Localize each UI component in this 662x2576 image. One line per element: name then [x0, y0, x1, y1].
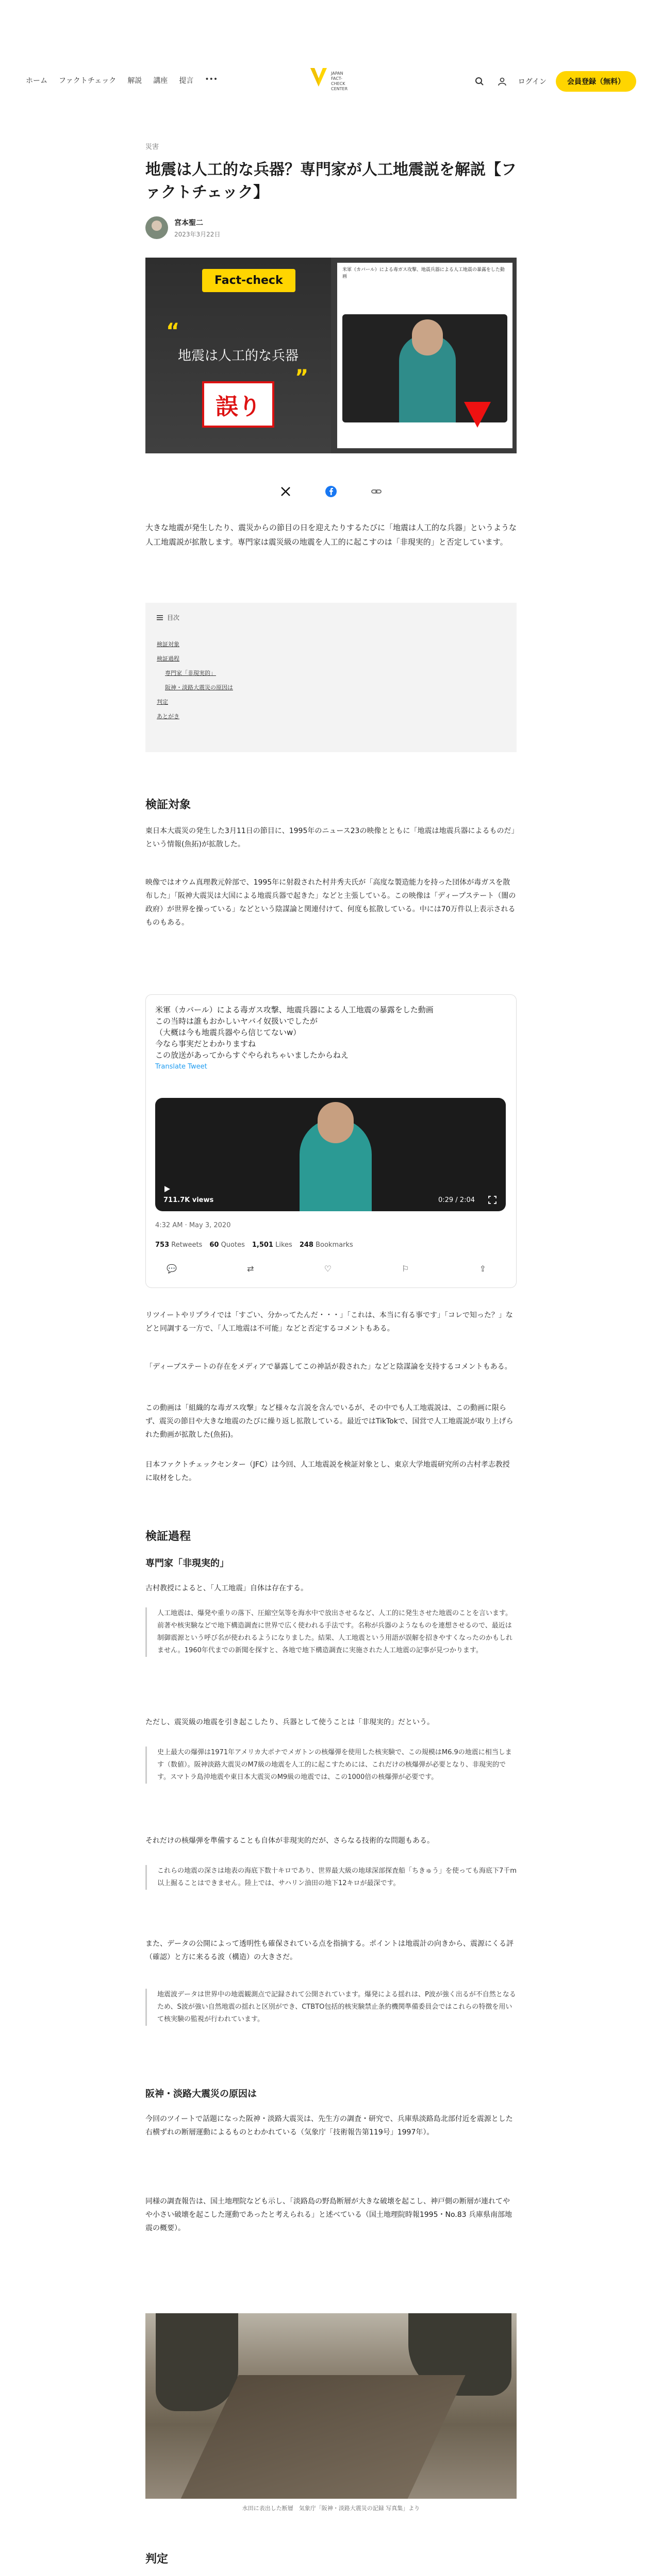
signup-button[interactable]: 会員登録（無料） [556, 71, 636, 92]
hero-claim: 地震は人工的な兵器 [177, 348, 299, 364]
paragraph: 「ディープステートの存在をメディアで暴露してこの神話が殺された」などと陰謀論を支持するコメントもある。 [145, 1363, 512, 1371]
toc-item[interactable] [157, 652, 505, 666]
factcheck-badge: Fact-check [202, 269, 295, 292]
tweet-stats [155, 1241, 353, 1249]
toc-item-label[interactable]: 阪神・淡路大震災の原因は [165, 684, 233, 691]
reply-icon[interactable]: 💬 [167, 1264, 177, 1274]
paragraph: それだけの核爆弾を準備することも自体が非現実的だが、さらなる技術的な問題もある。 [145, 1837, 434, 1845]
paragraph: ただし、震災級の地震を引き起こしたり、兵器として使うことは「非現実的」だという。 [145, 1718, 434, 1726]
quote-count: 60 [209, 1241, 219, 1249]
copy-link-icon[interactable] [369, 484, 384, 499]
verdict-stamp [202, 381, 274, 428]
blockquote: 人工地震は、爆発や重りの落下、圧縮空気等を海水中で放出させるなど、人工的に発生させた地震のことを言います。前著や核実験などで地下構造調査に世界で広く使われる手法です。名称が兵器のようなものを連想させるので、最近は制御震源という呼び名が使われるようになりました。結果、人工地震という用語が誤解を招きやすくなったのかもしれません。1960年代までの新聞を探すと、各地で地下構造調査に実施された人工地震の記事が見つかります。 [145, 1607, 517, 1657]
nav-explainer[interactable]: 解説 [127, 77, 142, 85]
fullscreen-icon[interactable] [488, 1196, 496, 1204]
photo-caption: 水田に表出した断層 気象庁「阪神・淡路大震災の記録 写真集」より [242, 2505, 420, 2512]
bookmark-label: Bookmarks [316, 1241, 353, 1249]
avatar[interactable] [145, 216, 168, 239]
toc-item-label[interactable]: 専門家「非現実的」 [165, 670, 216, 676]
paragraph: 今回のツイートで話題になった阪神・淡路大震災は、先生方の調査・研究で、兵庫県淡路島北部付近を震源とした右横ずれの断層運動によるものとわかれている（気象庁「技術報告第119号」1997年）。 [145, 2115, 513, 2137]
hero-tweet-text: 米軍（カバール）による毒ガス攻撃、地震兵器による人工地震の暴露をした動画 [342, 267, 505, 279]
toc-item-label[interactable]: 検証対象 [157, 641, 179, 648]
red-arrow-icon [464, 402, 491, 428]
paragraph: この動画は「組織的な毒ガス攻撃」など様々な言説を含んでいるが、その中でも人工地震説は、この動画に限らず、震災の節目や大きな地震のたびに繰り返し拡散している。最近ではTikTokで、国営で人工地震説が取り上げられた動画が拡散した(魚拓)。 [145, 1404, 514, 1439]
section-heading-process: 検証過程 [145, 1530, 191, 1543]
retweet-label: Retweets [171, 1241, 203, 1249]
article-title: 地震は人工的な兵器？専門家が人工地震説を解説【ファクトチェック】 [145, 161, 517, 201]
toc-item[interactable] [157, 709, 505, 724]
article-category[interactable]: 災害 [145, 143, 159, 151]
like-icon[interactable]: ♡ [324, 1264, 332, 1274]
tweet-text: 米軍（カバール）による毒ガス攻撃、地震兵器による人工地震の暴露をした動画 この当時は誰もおかしいヤバイ奴扱いでしたが （大概は今も地震兵器やら信じてないw） 今なら事実だとわかりますね この放送があってからすぐやられちゃいましたからねえ [155, 1005, 434, 1060]
nav-proposal[interactable]: 提言 [179, 77, 194, 85]
like-label: Likes [275, 1241, 292, 1249]
paragraph: 古村教授によると、「人工地震」自体は存在する。 [145, 1584, 308, 1592]
paragraph: 東日本大震災の発生した3月11日の節目に、1995年のニュース23の映像とともに「地震は地震兵器によるものだ」という情報(魚拓)が拡散した。 [145, 827, 515, 849]
toc-item-label[interactable]: 判定 [157, 699, 168, 705]
toc-item[interactable] [157, 695, 505, 709]
like-count: 1,501 [252, 1241, 273, 1249]
hero-tweet-screenshot [337, 263, 512, 448]
video-duration: 0:29 / 2:04 [438, 1196, 475, 1204]
view-count: 711.7K views [163, 1196, 214, 1204]
toc-list [157, 637, 505, 724]
section-heading-target: 検証対象 [145, 799, 191, 811]
blockquote: 史上最大の爆弾は1971年アメリカ大ポナでメガトンの核爆弾を使用した核実験で、この規模はM6.9の地震に相当します（数値）。阪神淡路大震災のM7級の地震を人工的に起こすためには、これだけの核爆弾が必要となり、非現実的です。スマトラ島沖地震や東日本大震災のM9級の地震では、この1000倍の核爆弾が必要です。 [145, 1747, 517, 1784]
tweet-video[interactable] [155, 1098, 506, 1211]
tree-shape [156, 2313, 238, 2411]
blockquote: 地震波データは世界中の地震観測点で記録されて公開されています。爆発による揺れは、P波が強く出るが不自然となるため、S波が強い自然地震の揺れと区別ができ、CTBTO包括的核実験禁止条約機関準備委員会ではこれらの特徴を用いて核実験の監視が行われています。 [145, 1989, 517, 2026]
retweet-count: 753 [155, 1241, 170, 1249]
retweet-icon[interactable]: ⇄ [247, 1264, 254, 1274]
header-actions [473, 71, 636, 92]
x-share-icon[interactable] [278, 484, 293, 499]
search-icon[interactable] [473, 75, 486, 88]
main-nav [26, 75, 218, 86]
paragraph: また、データの公開によって透明性も確保されている点を指摘する。ポイントは地震計の向きから、震源にくる評（確認）と方に来るる波（構造）の大きさだ。 [145, 1940, 514, 1961]
site-header [0, 0, 662, 91]
user-icon[interactable] [495, 75, 509, 88]
table-of-contents [145, 603, 517, 752]
blockquote: これらの地震の深さは地表の海底下数十キロであり、世界最大級の地球深部探査船「ちきゅう」を使っても海底下7千m以上掘ることはできません。陸上では、サハリン油田の地下12キロが最深です。 [145, 1865, 517, 1890]
toc-title-label: 目次 [167, 614, 180, 621]
retweet-stat[interactable] [155, 1241, 202, 1249]
share-bar-top [145, 484, 517, 499]
list-icon [157, 615, 163, 620]
logo-text: JAPAN FACT-CHECK CENTER [331, 71, 348, 91]
nav-more-icon[interactable]: ••• [205, 75, 218, 83]
bookmark-stat[interactable] [300, 1241, 353, 1249]
close-quote-icon: ” [295, 366, 309, 389]
section-heading-verdict: 判定 [145, 2553, 169, 2566]
paragraph: 同様の調査報告は、国土地理院なども示し、「淡路島の野島断層が大きな破壊を起こし、神戸側の断層が連れてやや小さい破壊を起こした運動であったと考えられる」と述べている（国土地理院時報1995・No.83 兵庫県南部地震の概要）。 [145, 2197, 512, 2232]
share-icon[interactable]: ⇪ [479, 1264, 486, 1274]
nav-course[interactable]: 講座 [153, 77, 168, 85]
quote-stat[interactable] [209, 1241, 245, 1249]
publish-date: 2023年3月22日 [174, 230, 221, 238]
fault-photo [145, 2313, 517, 2499]
nav-factcheck[interactable]: ファクトチェック [59, 77, 117, 85]
open-quote-icon: “ [166, 319, 180, 343]
toc-item[interactable] [157, 637, 505, 652]
bookmark-icon[interactable]: ⚐ [402, 1264, 409, 1274]
login-link[interactable]: ログイン [518, 78, 547, 86]
toc-item[interactable] [157, 666, 505, 681]
article-lead: 大きな地震が発生したり、震災からの節目の日を迎えたりするたびに「地震は人工的な兵器」というような人工地震説が拡散します。専門家は震災級の地震を人工的に起こすのは「非現実的」と否定しています。 [145, 523, 517, 547]
paragraph: 映像ではオウム真理教元幹部で、1995年に射殺された村井秀夫氏が「高度な製造能力を持った団体が毒ガスを散布した」「阪神大震災は大国による地震兵器で起きた」などと主張している。この映像は「ディープステート（闇の政府）が世界を操っている」などという陰謀論と関連付けて、何度も拡散している。中には70万件以上表示されるものもある。 [145, 878, 516, 927]
quote-label: Quotes [221, 1241, 245, 1249]
facebook-share-icon[interactable] [324, 484, 338, 499]
verdict-label: 誤り [216, 394, 261, 420]
toc-item-label[interactable]: あとがき [157, 713, 179, 720]
subheading-cause: 阪神・淡路大震災の原因は [145, 2089, 257, 2099]
hero-image [145, 258, 517, 453]
bookmark-count: 248 [299, 1241, 313, 1249]
tweet-actions [167, 1264, 486, 1274]
author-block [145, 216, 517, 239]
toc-title [157, 613, 505, 622]
author-name[interactable]: 宮本聖二 [174, 218, 203, 227]
site-logo[interactable] [308, 63, 353, 92]
toc-item[interactable] [157, 681, 505, 695]
tweet-timestamp[interactable]: 4:32 AM · May 3, 2020 [155, 1222, 231, 1229]
paragraph: リツイートやリプライでは「すごい、分かってたんだ・・・」「これは、本当に有る事です」「コレで知った？」などと同調する一方で、「人工地震は不可能」などと否定するコメントもある。 [145, 1311, 513, 1333]
embedded-tweet[interactable] [145, 994, 517, 1288]
toc-item-label[interactable]: 検証過程 [157, 655, 179, 662]
paragraph: 日本ファクトチェックセンター（JFC）は今回、人工地震説を検証対象とし、東京大学地震研究所の古村孝志教授に取材をした。 [145, 1461, 510, 1482]
play-icon[interactable] [163, 1185, 171, 1193]
speaker-head [318, 1102, 354, 1143]
subheading-expert: 専門家「非現実的」 [145, 1558, 229, 1569]
nav-home[interactable]: ホーム [26, 77, 47, 85]
logo-mark-icon [308, 66, 329, 89]
like-stat[interactable] [252, 1241, 292, 1249]
translate-link[interactable]: Translate Tweet [155, 1063, 207, 1071]
hero-left-panel [145, 258, 331, 453]
speaker-head [412, 319, 443, 355]
